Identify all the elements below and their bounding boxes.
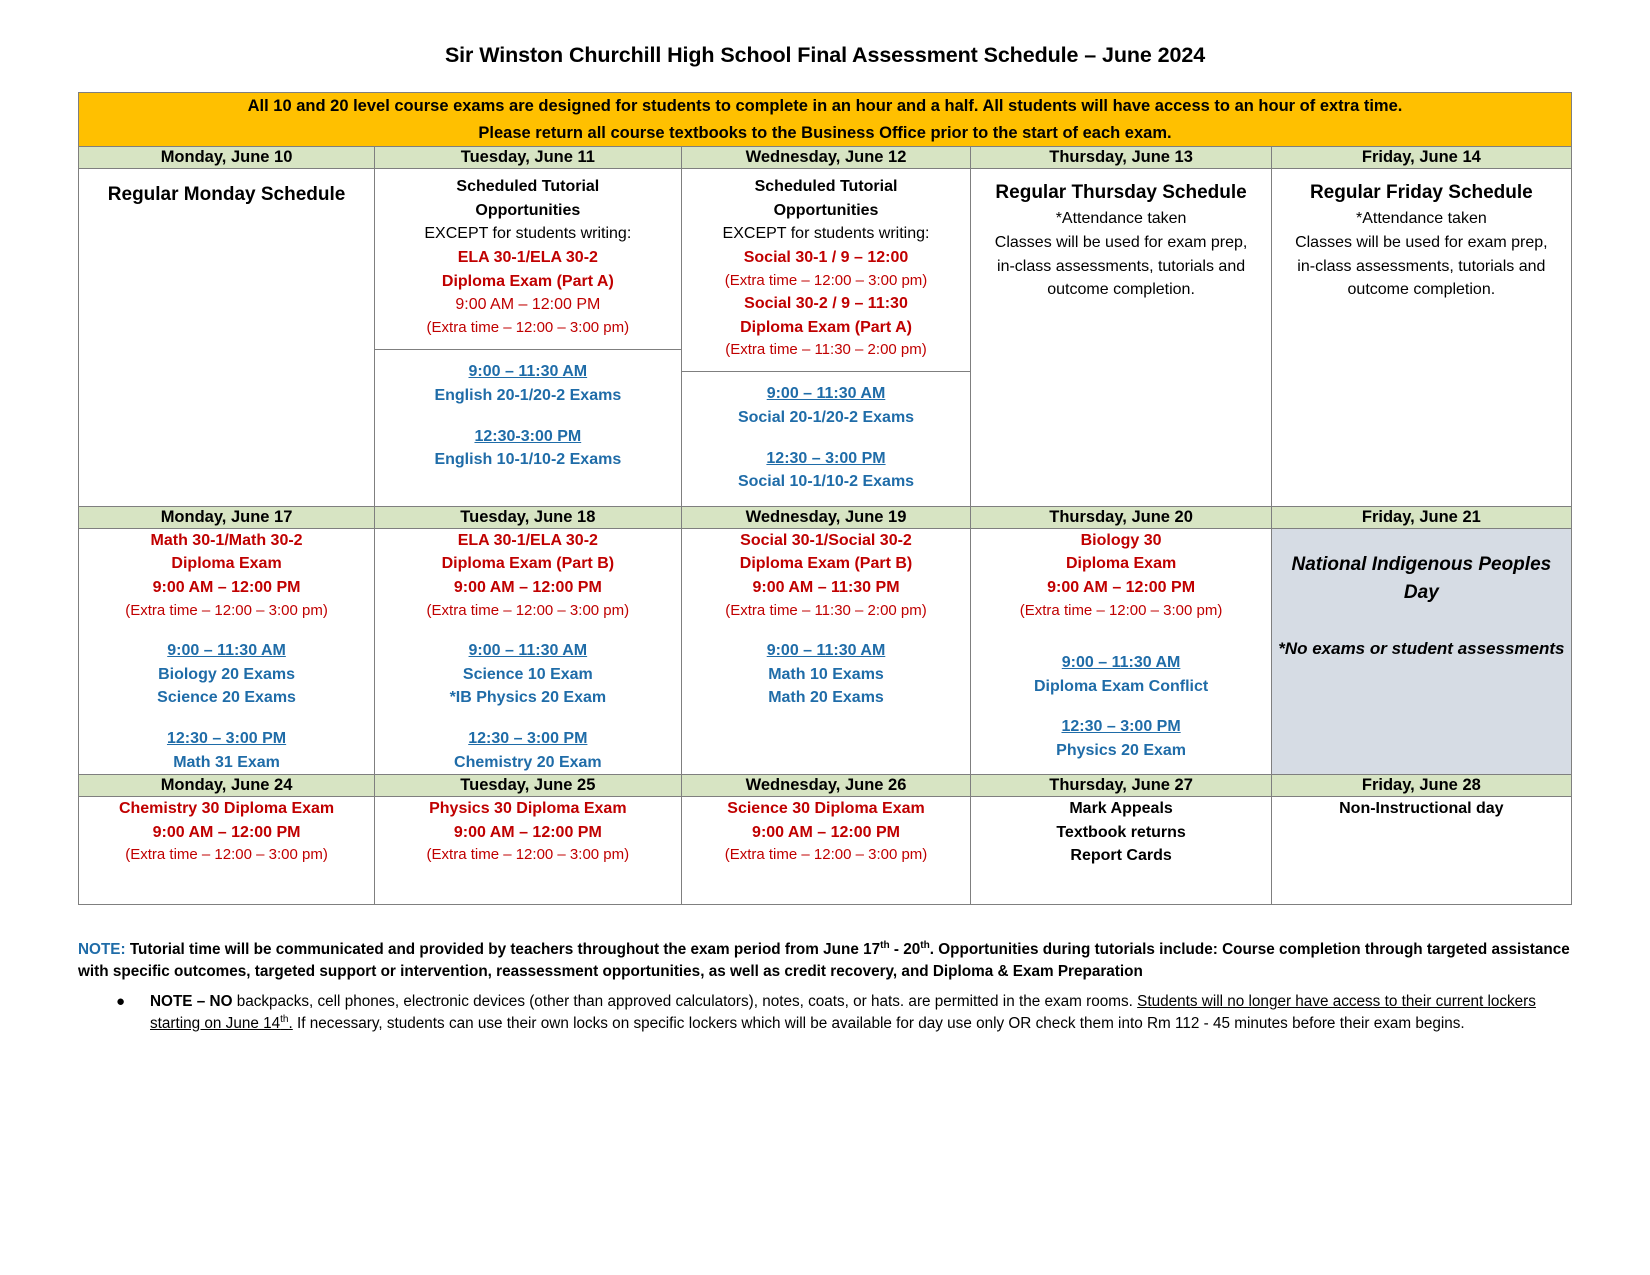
cell-wednesday-june-12 — [681, 169, 971, 507]
note2-label: NOTE — [150, 993, 193, 1011]
thu13-line-3: Classes will be used for exam prep, — [994, 233, 1248, 251]
spacer — [971, 698, 1270, 715]
mon17-exam-time: 9:00 AM – 12:00 PM — [152, 579, 301, 597]
bullet-icon: ● — [116, 993, 126, 1011]
note1-text-part2: - 20 — [889, 940, 921, 958]
fri14-title: Regular Friday Schedule — [1309, 182, 1533, 204]
banner-cell — [79, 93, 1572, 147]
note2-no-emphasis: NO — [209, 993, 233, 1011]
week1-content-row — [79, 169, 1572, 507]
spacer — [1272, 607, 1571, 624]
thu13-title: Regular Thursday Schedule — [995, 182, 1247, 204]
mon17-extra-time: (Extra time – 12:00 – 3:00 pm) — [125, 601, 328, 619]
thu20-slot2-time: 12:30 – 3:00 PM — [1061, 718, 1181, 736]
cell-friday-june-28 — [1271, 796, 1571, 904]
spacer — [382, 408, 673, 425]
mon17-slot1-exam-b: Science 20 Exams — [157, 689, 296, 707]
day-header-friday-june-21: Friday, June 21 — [1271, 507, 1571, 529]
mon17-slot2-exam: Math 31 Exam — [173, 753, 280, 771]
spacer — [682, 622, 971, 639]
day-header-thursday-june-13: Thursday, June 13 — [971, 147, 1271, 169]
cell-thursday-june-27 — [971, 796, 1271, 904]
cell-friday-june-21 — [1271, 528, 1571, 775]
schedule-table — [78, 92, 1572, 905]
day-header-tuesday-june-25: Tuesday, June 25 — [375, 775, 681, 797]
mon17-exam-name: Math 30-1/Math 30-2 — [150, 531, 303, 549]
wed12-social302-extra: (Extra time – 11:30 – 2:00 pm) — [725, 341, 927, 359]
monday-regular-schedule-label: Regular Monday Schedule — [107, 184, 346, 206]
thu27-item-3: Report Cards — [1070, 847, 1172, 865]
tue18-exam-name: ELA 30-1/ELA 30-2 — [457, 531, 598, 549]
spacer — [1272, 624, 1571, 636]
day-header-friday-june-14: Friday, June 14 — [1271, 147, 1571, 169]
note2-dash: – — [192, 993, 210, 1011]
day-header-monday-june-17: Monday, June 17 — [79, 507, 375, 529]
tue18-slot1-exam-b: *IB Physics 20 Exam — [449, 689, 607, 707]
spacer — [375, 622, 680, 639]
tue25-exam-time: 9:00 AM – 12:00 PM — [453, 823, 602, 841]
banner-line-1: All 10 and 20 level course exams are designed for students to complete in an hour and a half. All students will have access to an hour of extra time. — [247, 97, 1403, 115]
note1-text-part1: Tutorial time will be communicated and provided by teachers throughout the exam period from June 17 — [125, 940, 881, 958]
footer-notes — [78, 939, 1572, 1035]
cell-friday-june-14 — [1271, 169, 1571, 507]
day-header-tuesday-june-11: Tuesday, June 11 — [375, 147, 681, 169]
wed12-line-2: Opportunities — [773, 201, 879, 219]
week3-header-row — [79, 775, 1572, 797]
note2-underline-text1: Students will no longer have access to their current lockers starting on June 14 — [150, 993, 1536, 1033]
day-header-wednesday-june-26: Wednesday, June 26 — [681, 775, 971, 797]
note1-sup-17th: th — [880, 939, 890, 951]
thu20-slot2-exam: Physics 20 Exam — [1056, 742, 1187, 759]
cell-tuesday-june-18 — [375, 528, 681, 775]
wed19-slot1-exam-b: Math 20 Exams — [768, 689, 884, 707]
tue11-line-2: Opportunities — [475, 201, 581, 219]
tue11-exam-name: ELA 30-1/ELA 30-2 — [457, 249, 598, 267]
cell-wednesday-june-19 — [681, 528, 971, 775]
day-header-thursday-june-20: Thursday, June 20 — [971, 507, 1271, 529]
mon17-slot1-time: 9:00 – 11:30 AM — [167, 641, 286, 659]
wed26-exam-name: Science 30 Diploma Exam — [727, 799, 925, 817]
note-label: NOTE: — [78, 940, 126, 958]
banner-row — [79, 93, 1572, 147]
thu27-item-2: Textbook returns — [1056, 823, 1186, 841]
wed12-slot1-time: 9:00 – 11:30 AM — [766, 385, 886, 403]
spacer — [79, 710, 374, 727]
wednesday-june-12-upper — [682, 169, 971, 371]
wed26-extra-time: (Extra time – 12:00 – 3:00 pm) — [724, 846, 928, 864]
mon17-exam-type: Diploma Exam — [171, 555, 282, 573]
wed12-slot2-exam: Social 10-1/10-2 Exams — [737, 473, 915, 491]
wed19-exam-time: 9:00 AM – 11:30 PM — [752, 579, 900, 597]
thu20-exam-type: Diploma Exam — [1065, 555, 1177, 573]
note1-text-part3: . Opportunities during tutorials include: Course completion through targeted assistance with specific outcomes, targeted support or intervention, reassessment opportunities, as well as credit recovery, and Diploma & Exam Preparation — [78, 940, 1570, 980]
wed12-social302: Social 30-2 / 9 – 11:30 — [744, 294, 908, 312]
fri14-line-4: in-class assessments, tutorials and — [1297, 257, 1546, 275]
thu13-line-2: *Attendance taken — [1055, 210, 1187, 228]
spacer — [689, 430, 964, 447]
wed19-slot1-exam-a: Math 10 Exams — [768, 665, 884, 683]
cell-thursday-june-13 — [971, 169, 1271, 507]
spacer — [79, 622, 374, 639]
day-header-monday-june-10: Monday, June 10 — [79, 147, 375, 169]
cell-wednesday-june-26 — [681, 796, 971, 904]
fri28-item-1: Non-Instructional day — [1339, 799, 1504, 817]
tue18-exam-type: Diploma Exam (Part B) — [441, 555, 615, 573]
thu20-extra-time: (Extra time – 12:00 – 3:00 pm) — [1019, 601, 1223, 619]
cell-monday-june-10 — [79, 169, 375, 507]
spacer — [375, 710, 680, 727]
thu20-slot1-exam: Diploma Exam Conflict — [1033, 677, 1209, 695]
mon17-slot2-time: 12:30 – 3:00 PM — [166, 730, 287, 747]
fri14-line-2: *Attendance taken — [1355, 210, 1487, 228]
wed26-exam-time: 9:00 AM – 12:00 PM — [752, 823, 900, 841]
week1-header-row — [79, 147, 1572, 169]
day-header-tuesday-june-18: Tuesday, June 18 — [375, 507, 681, 529]
mon24-extra-time: (Extra time – 12:00 – 3:00 pm) — [125, 846, 328, 864]
wed19-slot1-time: 9:00 – 11:30 AM — [766, 641, 886, 659]
cell-monday-june-17 — [79, 528, 375, 775]
cell-tuesday-june-11 — [375, 169, 681, 507]
tue18-slot2-time: 12:30 – 3:00 PM — [468, 730, 588, 747]
tue25-exam-name: Physics 30 Diploma Exam — [429, 799, 627, 817]
week2-header-row — [79, 507, 1572, 529]
note2-text-part1: backpacks, cell phones, electronic devices (other than approved calculators), notes, coats, or hats. are permitted in the exam rooms. — [232, 993, 1138, 1011]
tue11-slot2-exam: English 10-1/10-2 Exams — [434, 451, 622, 469]
tue25-extra-time: (Extra time – 12:00 – 3:00 pm) — [426, 846, 630, 864]
thu20-exam-name: Biology 30 — [1080, 531, 1162, 549]
tue18-slot1-exam-a: Science 10 Exam — [462, 665, 593, 683]
spacer — [971, 639, 1270, 651]
tue18-extra-time: (Extra time – 12:00 – 3:00 pm) — [426, 601, 630, 619]
note-exam-rules-bullet — [78, 991, 1572, 1034]
wed19-extra-time: (Extra time – 11:30 – 2:00 pm) — [725, 601, 927, 619]
wed12-exam-part: Diploma Exam (Part A) — [740, 318, 912, 336]
note-exam-rules-body — [150, 991, 1572, 1034]
thu20-slot1-time: 9:00 – 11:30 AM — [1061, 653, 1181, 671]
note1-sup-20th: th — [920, 939, 930, 951]
tue11-extra-time: (Extra time – 12:00 – 3:00 pm) — [426, 319, 630, 337]
tue18-slot1-time: 9:00 – 11:30 AM — [468, 641, 588, 659]
day-header-wednesday-june-19: Wednesday, June 19 — [681, 507, 971, 529]
note2-text-part2: If necessary, students can use their own locks on specific lockers which will be available for day use only OR check them into Rm 112 - 45 minutes before their exam begins. — [292, 1015, 1465, 1033]
tue11-line-3: EXCEPT for students writing: — [424, 225, 632, 243]
fri21-holiday-name: National Indigenous Peoples Day — [1291, 553, 1552, 603]
wednesday-june-12-lower — [682, 371, 971, 506]
page-title: Sir Winston Churchill High School Final Assessment Schedule – June 2024 — [444, 43, 1206, 67]
cell-monday-june-24 — [79, 796, 375, 904]
mon24-exam-name: Chemistry 30 Diploma Exam — [118, 799, 335, 817]
tue11-slot1-time: 9:00 – 11:30 AM — [468, 363, 588, 381]
week2-content-row — [79, 528, 1572, 775]
tue18-exam-time: 9:00 AM – 12:00 PM — [453, 579, 602, 597]
tue11-slot1-exam: English 20-1/20-2 Exams — [434, 386, 622, 404]
banner-line-2: Please return all course textbooks to the Business Office prior to the start of each exam. — [478, 123, 1172, 142]
wed12-slot1-exam: Social 20-1/20-2 Exams — [737, 409, 915, 427]
mon17-slot1-exam-a: Biology 20 Exams — [158, 665, 296, 683]
cell-thursday-june-20 — [971, 528, 1271, 775]
fri14-line-5: outcome completion. — [1347, 281, 1496, 299]
wed12-social301: Social 30-1 / 9 – 12:00 — [743, 249, 909, 267]
day-header-wednesday-june-12: Wednesday, June 12 — [681, 147, 971, 169]
tuesday-june-11-upper — [375, 169, 680, 349]
cell-tuesday-june-25 — [375, 796, 681, 904]
tue11-line-1: Scheduled Tutorial — [456, 178, 600, 196]
tue11-exam-time: 9:00 AM – 12:00 PM — [455, 296, 601, 314]
wed19-exam-name: Social 30-1/Social 30-2 — [740, 531, 912, 549]
note2-underline-text2: . — [288, 1015, 293, 1033]
wed12-line-1: Scheduled Tutorial — [754, 178, 898, 196]
day-header-monday-june-24: Monday, June 24 — [79, 775, 375, 797]
tue11-slot2-time: 12:30-3:00 PM — [474, 427, 582, 445]
wed12-social301-extra: (Extra time – 12:00 – 3:00 pm) — [724, 271, 928, 289]
thu13-line-4: in-class assessments, tutorials and — [997, 257, 1246, 275]
wed12-line-3: EXCEPT for students writing: — [722, 225, 930, 243]
note2-sup-14th: th — [280, 1014, 289, 1026]
tue18-slot2-exam: Chemistry 20 Exam — [454, 753, 602, 771]
fri14-line-3: Classes will be used for exam prep, — [1295, 233, 1548, 251]
note-tutorial-time — [78, 939, 1572, 982]
fri21-no-exams-note: *No exams or student assessments — [1278, 639, 1565, 658]
tue11-exam-part: Diploma Exam (Part A) — [441, 272, 614, 290]
tuesday-june-11-lower — [375, 349, 680, 484]
week3-content-row — [79, 796, 1572, 904]
spacer — [971, 622, 1270, 639]
day-header-friday-june-28: Friday, June 28 — [1271, 775, 1571, 797]
thu13-line-5: outcome completion. — [1047, 281, 1195, 299]
day-header-thursday-june-27: Thursday, June 27 — [971, 775, 1271, 797]
thu27-item-1: Mark Appeals — [1069, 799, 1173, 817]
thu20-exam-time: 9:00 AM – 12:00 PM — [1047, 579, 1196, 597]
mon24-exam-time: 9:00 AM – 12:00 PM — [152, 823, 301, 841]
wed12-slot2-time: 12:30 – 3:00 PM — [766, 449, 886, 467]
wed19-exam-type: Diploma Exam (Part B) — [739, 555, 913, 573]
